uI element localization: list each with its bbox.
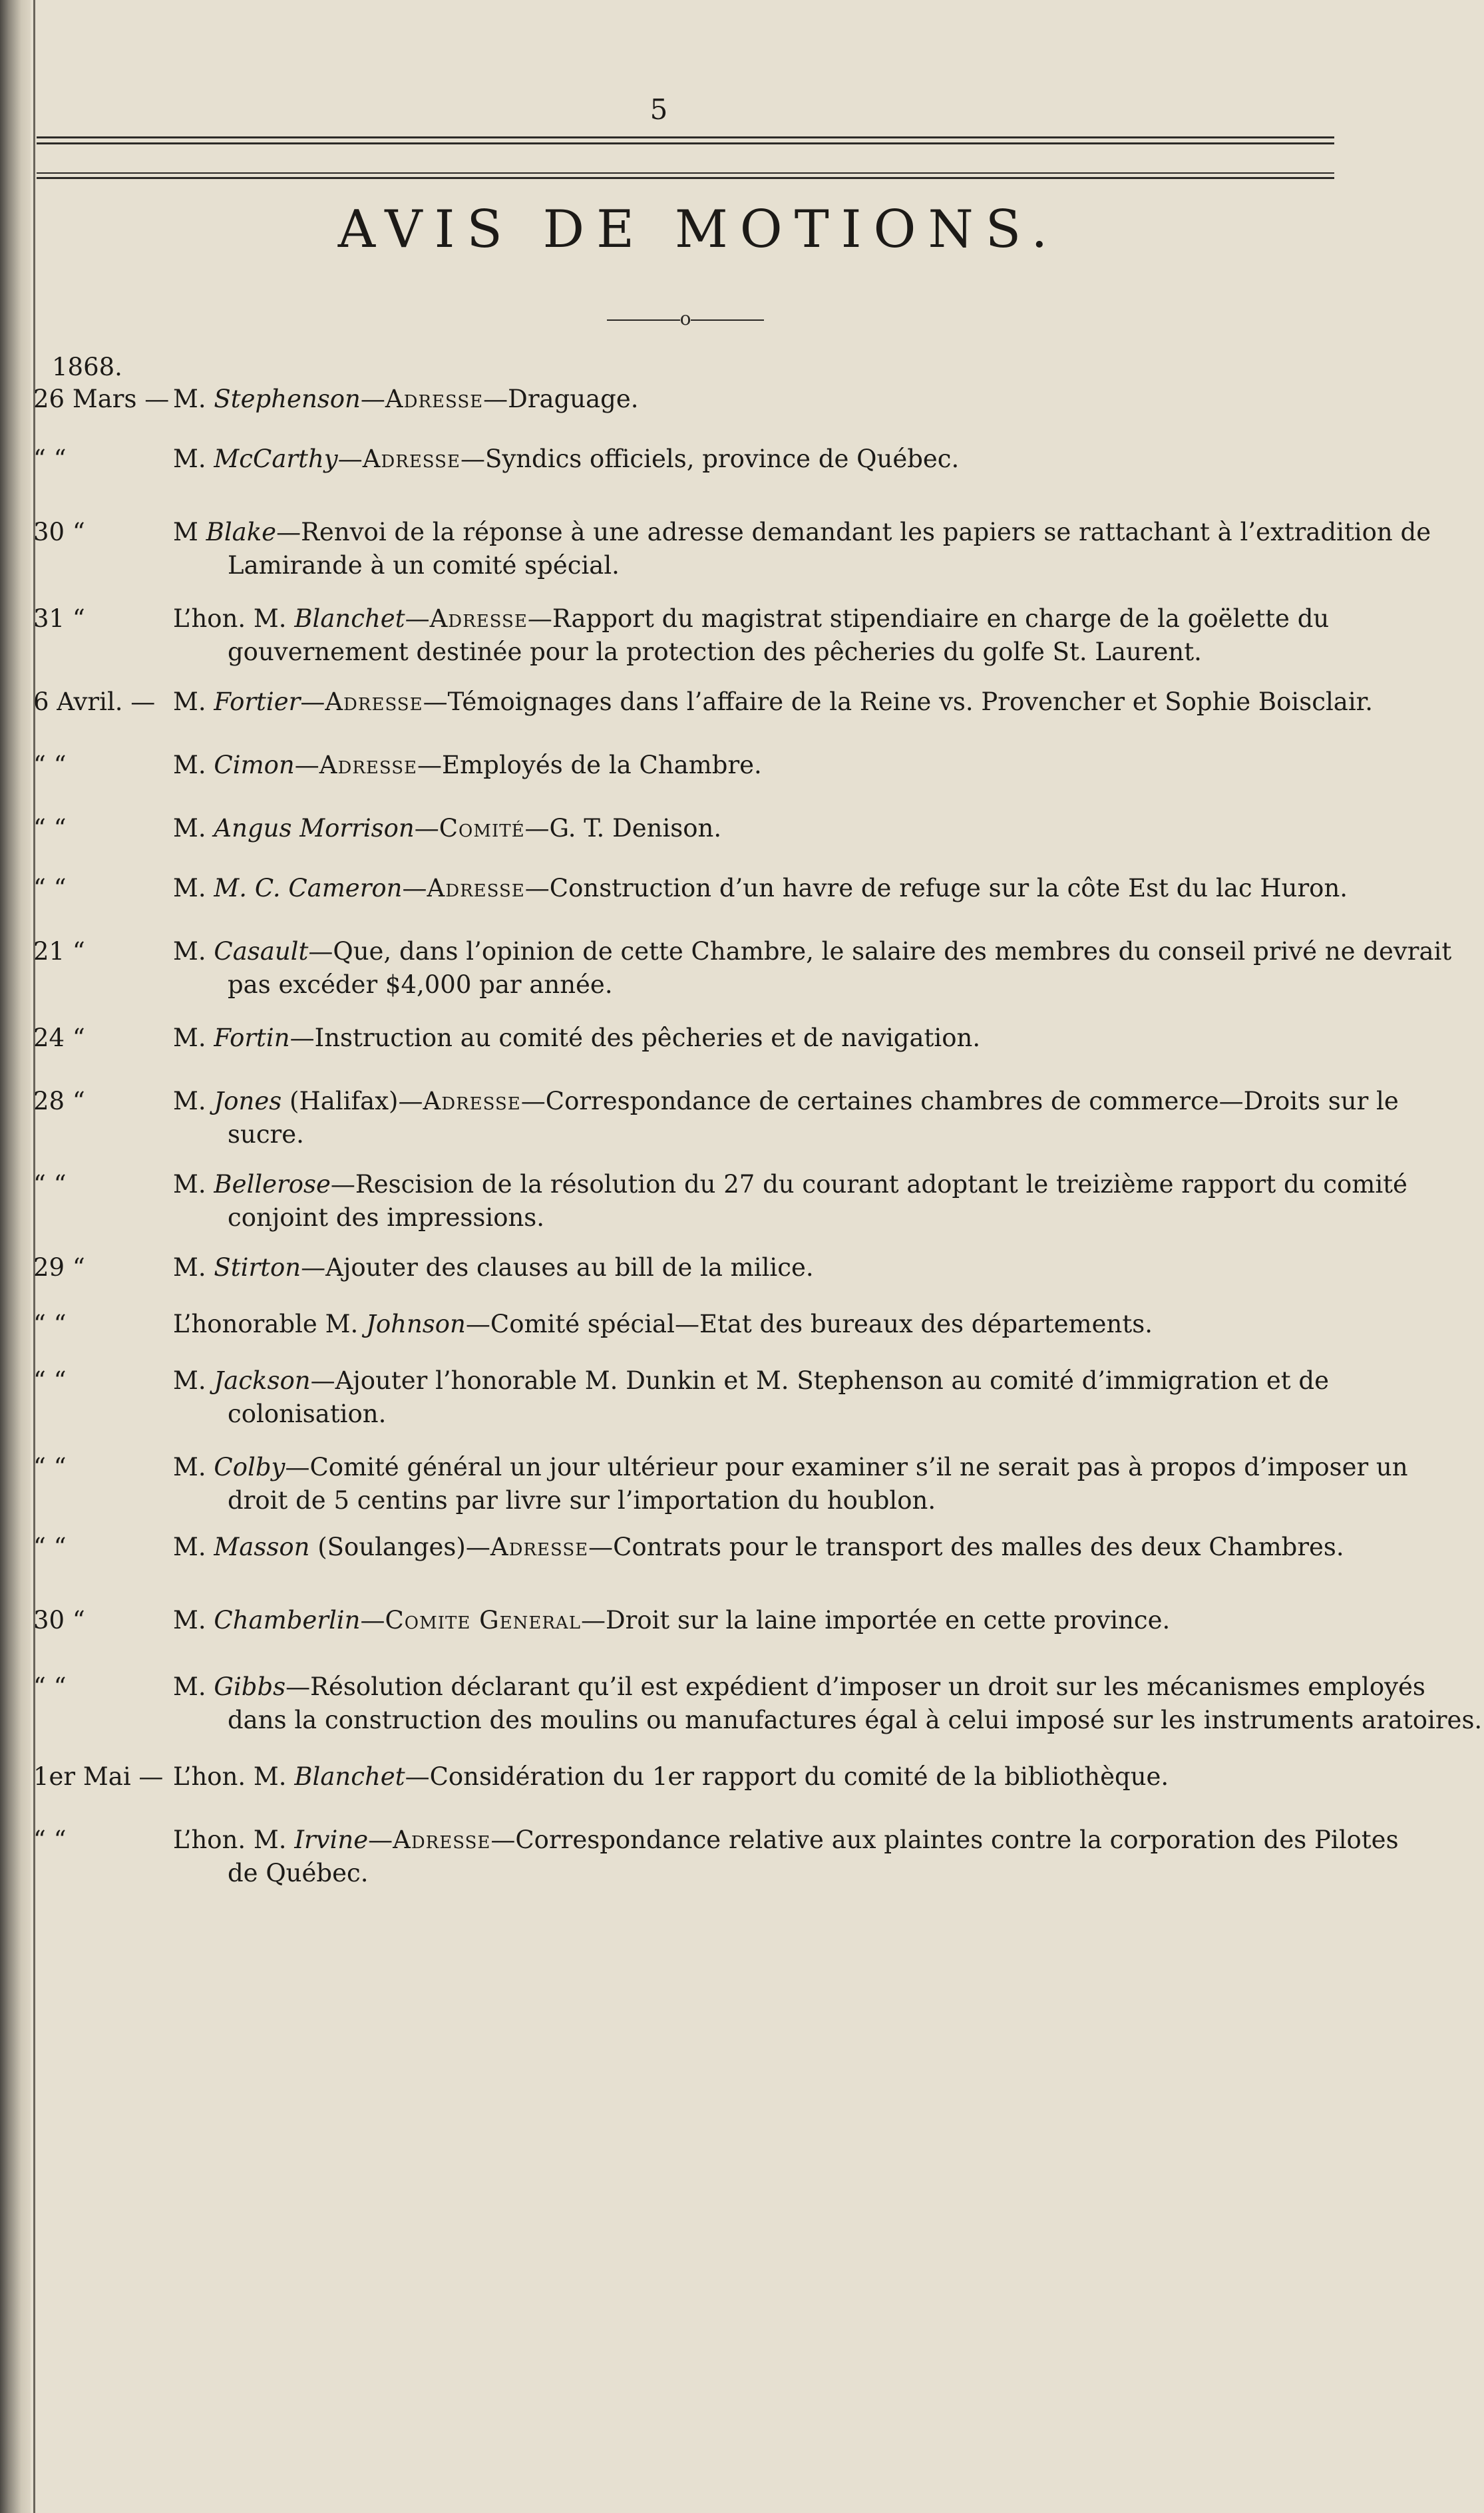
member-title: M.: [173, 1672, 214, 1701]
motion-subject: Ajouter l’honorable M. Dunkin et M. Stephenson au comité d’immigration et de: [335, 1366, 1330, 1395]
motion-text: [173, 1760, 1371, 1794]
member-title: M.: [173, 1533, 214, 1561]
motion-subject: —Contrats pour le transport des malles des deux Chambres.: [588, 1533, 1344, 1561]
motion-date: 24 “: [33, 1024, 85, 1052]
motion-subject: —G. T. Denison.: [524, 814, 722, 843]
motion-kind: Adresse: [490, 1533, 589, 1561]
member-name: Jones: [214, 1087, 282, 1115]
motion-subject: Rescision de la résolution du 27 du courant adoptant le treizième rapport du comité: [355, 1170, 1407, 1199]
motion-line: [173, 602, 1371, 636]
motion-text: [173, 1022, 1371, 1055]
page-number: 5: [649, 93, 668, 126]
page-title: AVIS DE MOTIONS.: [337, 200, 1060, 260]
motion-date: “ “: [33, 751, 67, 779]
motion-subject: —Correspondance relative aux plaintes contre la corporation des Pilotes: [490, 1826, 1399, 1854]
separator: —: [301, 1253, 326, 1282]
motion-kind: Adresse: [427, 874, 525, 902]
member-title: M.: [173, 385, 214, 413]
member-name: Casault: [214, 937, 309, 966]
separator: —: [414, 814, 439, 843]
member-title: M.: [173, 1453, 214, 1481]
separator: —: [360, 1606, 385, 1635]
motion-line: [173, 685, 1374, 719]
member-name: M. C. Cameron: [214, 874, 403, 902]
separator: —: [405, 604, 430, 633]
motion-line: [173, 1251, 1371, 1284]
motion-line: [173, 443, 1371, 476]
member-name: Johnson: [366, 1310, 466, 1338]
separator: —: [289, 1024, 315, 1052]
motion-date: 31 “: [33, 604, 85, 633]
motion-subject: —Draguage.: [483, 385, 639, 413]
header-rule: [37, 136, 1334, 138]
motion-subject: —Correspondance de certaines chambres de commerce—Droits sur le: [520, 1087, 1399, 1115]
member-name: Gibbs: [214, 1672, 286, 1701]
member-name: Fortier: [214, 687, 301, 716]
ornament-mark: o: [679, 307, 691, 329]
motion-subject: —Rapport du magistrat stipendiaire en charge de la goëlette du: [527, 604, 1330, 633]
member-title: M.: [173, 751, 214, 779]
motion-line: [173, 1085, 1399, 1118]
member-name: Stephenson: [214, 385, 361, 413]
motion-text: [173, 1168, 1407, 1235]
header-rule: [37, 172, 1334, 174]
motion-kind: Adresse: [393, 1826, 491, 1854]
year-heading: 1868.: [52, 353, 122, 381]
motion-date: “ “: [33, 1672, 67, 1701]
member-name: Jackson: [214, 1366, 311, 1395]
motion-line: [173, 749, 1371, 782]
motion-line: [173, 872, 1371, 905]
separator: —: [402, 874, 427, 902]
member-title: L’hon. M.: [173, 1762, 295, 1791]
member-title: M.: [173, 814, 214, 843]
motion-continuation: conjoint des impressions.: [228, 1203, 545, 1232]
member-name: Fortin: [214, 1024, 290, 1052]
motion-line: [173, 1531, 1371, 1564]
motion-date: 30 “: [33, 1606, 85, 1635]
motion-date: “ “: [33, 874, 67, 902]
separator: —: [308, 937, 333, 966]
member-title: M.: [173, 1170, 214, 1199]
motion-subject: Résolution déclarant qu’il est expédient d’imposer un droit sur les mécanismes employés: [310, 1672, 1425, 1701]
motion-kind: Adresse: [423, 1087, 521, 1115]
separator: —: [337, 445, 363, 473]
motion-date: 29 “: [33, 1253, 85, 1282]
motion-text: [173, 1604, 1371, 1637]
motion-line: [173, 383, 1371, 416]
member-title: L’hon. M.: [173, 1826, 295, 1854]
motion-line: [173, 1168, 1407, 1201]
member-title: M.: [173, 1087, 214, 1115]
motion-line: [173, 812, 1371, 845]
motion-text: [173, 1251, 1371, 1284]
member-name: McCarthy: [214, 445, 338, 473]
motion-kind: Adresse: [385, 385, 484, 413]
motion-text: [173, 1085, 1399, 1151]
book-binding-edge: [0, 0, 31, 2513]
member-title: M.: [173, 874, 214, 902]
member-name: Angus Morrison: [214, 814, 415, 843]
separator: —: [310, 1366, 335, 1395]
separator: —: [300, 687, 325, 716]
member-name: Masson: [214, 1533, 310, 1561]
motion-date: “ “: [33, 1826, 67, 1854]
separator: —: [405, 1762, 430, 1791]
ornament-line: [691, 319, 764, 321]
motion-subject: Que, dans l’opinion de cette Chambre, le salaire des membres du conseil privé ne devrait: [333, 937, 1452, 966]
motion-continuation: dans la construction des moulins ou manufactures égal à celui imposé sur les instruments aratoires.: [228, 1706, 1483, 1734]
motion-date: 26 Mars —: [33, 385, 170, 413]
member-name: Chamberlin: [214, 1606, 361, 1635]
motion-continuation: colonisation.: [228, 1400, 387, 1428]
motion-text: [173, 383, 1371, 416]
motion-text: [173, 602, 1371, 669]
motion-text: [173, 1824, 1399, 1890]
motion-text: [173, 1308, 1371, 1341]
motion-kind: Comite General: [385, 1606, 581, 1635]
member-title: M.: [173, 1366, 214, 1395]
member-title: M.: [173, 687, 214, 716]
motion-date: “ “: [33, 1533, 67, 1561]
member-name: Blanchet: [294, 604, 405, 633]
motion-line: [173, 1364, 1371, 1398]
member-title: M.: [173, 1253, 214, 1282]
motion-subject: —Droit sur la laine importée en cette province.: [580, 1606, 1171, 1635]
motion-date: 1er Mai —: [33, 1762, 164, 1791]
separator: —: [276, 518, 301, 546]
motion-subject: —Témoignages dans l’affaire de la Reine vs. Provencher et Sophie Boisclair.: [423, 687, 1374, 716]
motion-kind: Adresse: [362, 445, 461, 473]
motion-text: [173, 935, 1452, 1002]
member-name: Irvine: [294, 1826, 369, 1854]
member-title: L’hon. M.: [173, 604, 295, 633]
separator: —: [285, 1672, 311, 1701]
header-rule: [37, 177, 1334, 179]
member-name: Bellerose: [214, 1170, 331, 1199]
separator: —: [360, 385, 385, 413]
header-rule: [37, 142, 1334, 144]
separator: —: [465, 1310, 490, 1338]
member-title: M.: [173, 937, 214, 966]
separator: —: [330, 1170, 355, 1199]
motion-date: “ “: [33, 445, 67, 473]
motion-text: [173, 1364, 1371, 1431]
member-title: L’honorable M.: [173, 1310, 367, 1338]
motion-kind: Adresse: [429, 604, 528, 633]
motion-subject: —Employés de la Chambre.: [417, 751, 762, 779]
member-name: Cimon: [214, 751, 295, 779]
motion-subject: —Syndics officiels, province de Québec.: [460, 445, 960, 473]
member-name: Stirton: [214, 1253, 301, 1282]
separator: —: [294, 751, 319, 779]
member-title: M.: [173, 1606, 214, 1635]
motion-subject: Comité général un jour ultérieur pour examiner s’il ne serait pas à propos d’imposer un: [309, 1453, 1408, 1481]
motion-continuation: sucre.: [228, 1120, 304, 1149]
motion-text: [173, 1531, 1371, 1564]
motion-line: [173, 1308, 1371, 1341]
motion-text: [173, 1451, 1408, 1517]
ornament-line: [607, 319, 680, 321]
motion-continuation: pas excéder $4,000 par année.: [228, 970, 613, 999]
motion-line: [173, 1670, 1425, 1704]
motion-subject: —Construction d’un havre de refuge sur la côte Est du lac Huron.: [524, 874, 1348, 902]
motion-text: [173, 516, 1431, 582]
motion-continuation: Lamirande à un comité spécial.: [228, 551, 620, 580]
separator: —: [368, 1826, 393, 1854]
motion-line: [173, 516, 1431, 549]
motion-subject: Ajouter des clauses au bill de la milice.: [325, 1253, 814, 1282]
motion-text: [173, 1670, 1483, 1737]
motion-subject: Renvoi de la réponse à une adresse demandant les papiers se rattachant à l’extradition de: [301, 518, 1431, 546]
motion-continuation: de Québec.: [228, 1859, 369, 1887]
motion-date: “ “: [33, 814, 67, 843]
motion-line: [173, 1022, 1371, 1055]
motion-continuation: gouvernement destinée pour la protection des pêcheries du golfe St. Laurent.: [228, 638, 1202, 666]
motion-kind: Comité: [439, 814, 525, 843]
member-title: M: [173, 518, 206, 546]
motion-date: 30 “: [33, 518, 85, 546]
member-name: Blanchet: [294, 1762, 405, 1791]
separator: (Halifax)—: [281, 1087, 423, 1115]
member-name: Colby: [214, 1453, 285, 1481]
motion-kind: Adresse: [319, 751, 418, 779]
motion-date: “ “: [33, 1310, 67, 1338]
motion-date: “ “: [33, 1453, 67, 1481]
motion-text: [173, 872, 1371, 905]
motion-kind: Adresse: [325, 687, 423, 716]
motion-line: [173, 935, 1452, 968]
motion-date: 21 “: [33, 937, 85, 966]
member-name: Blake: [206, 518, 277, 546]
title-ornament: [592, 307, 779, 329]
member-title: M.: [173, 445, 214, 473]
separator: (Soulanges)—: [309, 1533, 490, 1561]
motion-line: [173, 1451, 1408, 1484]
separator: —: [285, 1453, 310, 1481]
motion-subject: Considération du 1er rapport du comité de la bibliothèque.: [429, 1762, 1169, 1791]
motion-text: [173, 443, 1371, 476]
motion-subject: Comité spécial—Etat des bureaux des départements.: [490, 1310, 1153, 1338]
member-title: M.: [173, 1024, 214, 1052]
motion-text: [173, 685, 1374, 719]
motion-line: [173, 1760, 1371, 1794]
motion-date: 28 “: [33, 1087, 85, 1115]
motion-date: “ “: [33, 1170, 67, 1199]
motion-line: [173, 1824, 1399, 1857]
motion-continuation: droit de 5 centins par livre sur l’importation du houblon.: [228, 1486, 936, 1515]
motion-line: [173, 1604, 1371, 1637]
motion-subject: Instruction au comité des pêcheries et de navigation.: [314, 1024, 981, 1052]
motion-text: [173, 812, 1371, 845]
motion-date: 6 Avril. —: [33, 687, 156, 716]
motion-text: [173, 749, 1371, 782]
motion-date: “ “: [33, 1366, 67, 1395]
